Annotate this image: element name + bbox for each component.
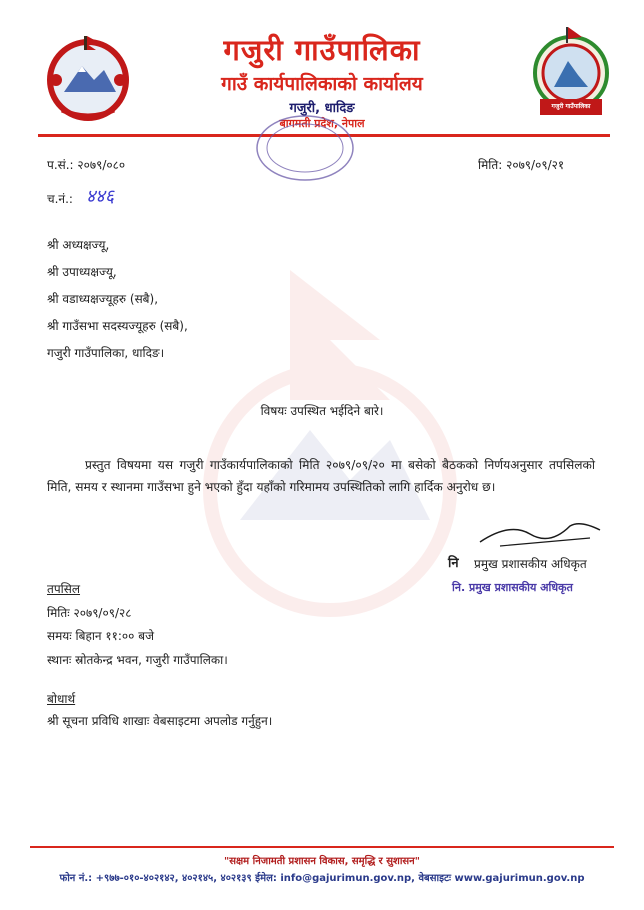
recipient-1: श्री अध्यक्षज्यू, [47,238,110,252]
bodhartha-heading: बोधार्थ [47,692,76,706]
signature-stamp: नि. प्रमुख प्रशासकीय अधिकृत [452,581,573,594]
office-location: गजुरी, धादिङ [289,101,355,116]
footer-contact: फोन नं.: +९७७-०१०-४०२१४२, ४०२१४५, ४०२१३९ ईमेल: info@gajurimun.gov.np, वेबसाइटः www.gajurimun.gov.np [59,873,585,884]
recipient-4: श्री गाउँसभा सदस्यज्यूहरु (सबै), [47,319,188,333]
letter-date: मिति: २०७९/०९/२१ [478,158,565,172]
tapasil-heading: तपसिल [47,582,81,596]
recipient-3: श्री वडाध्यक्षज्यूहरु (सबै), [47,292,159,306]
office-name: गाउँ कार्यपालिकाको कार्यालय [221,73,423,95]
subject-line: विषयः उपस्थित भईदिने बारे। [260,404,384,418]
bodhartha-line: श्री सूचना प्रविधि शाखाः वेबसाइटमा अपलोड गर्नुहुन। [47,714,273,728]
signature-prefix: नि [448,556,459,571]
chalani-label: च.नं.: [47,192,73,206]
tapasil-date: मितिः २०७९/०९/२८ [47,606,132,620]
recipient-5: गजुरी गाउँपालिका, धादिङ। [47,346,165,360]
recipient-2: श्री उपाध्यक्षज्यू, [47,265,117,279]
chalani-number: ४४६ [86,186,115,207]
footer-slogan: "सक्षम निजामती प्रशासन विकास, समृद्धि र सुशासन" [224,856,420,867]
signature-title: प्रमुख प्रशासकीय अधिकृत [474,557,587,571]
tapasil-time: समयः बिहान ११:०० बजे [47,629,154,643]
signature [470,512,610,552]
province: बागमती प्रदेश, नेपाल [279,117,365,130]
patra-sankhya: प.सं.: २०७९/०८० [47,158,126,172]
tapasil-place: स्थानः स्रोतकेन्द्र भवन, गजुरी गाउँपालिका। [47,653,228,667]
organization-name: गजुरी गाउँपालिका [223,33,421,67]
official-stamp [250,110,360,185]
footer-divider [30,846,614,848]
letter-body: प्रस्तुत विषयमा यस गजुरी गाउँकार्यपालिकाको मिति २०७९/०९/२० मा बसेको बैठकको निर्णयअनुसार तपसिलको मिति, समय र स्थानमा गाउँसभा हुने भएको हुँदा यहाँको गरिमामय उपस्थितिको लागि हार्दिक अनुरोध छ। [47,458,595,494]
right-emblem-text: गजुरी गाउँपालिका [551,103,591,110]
